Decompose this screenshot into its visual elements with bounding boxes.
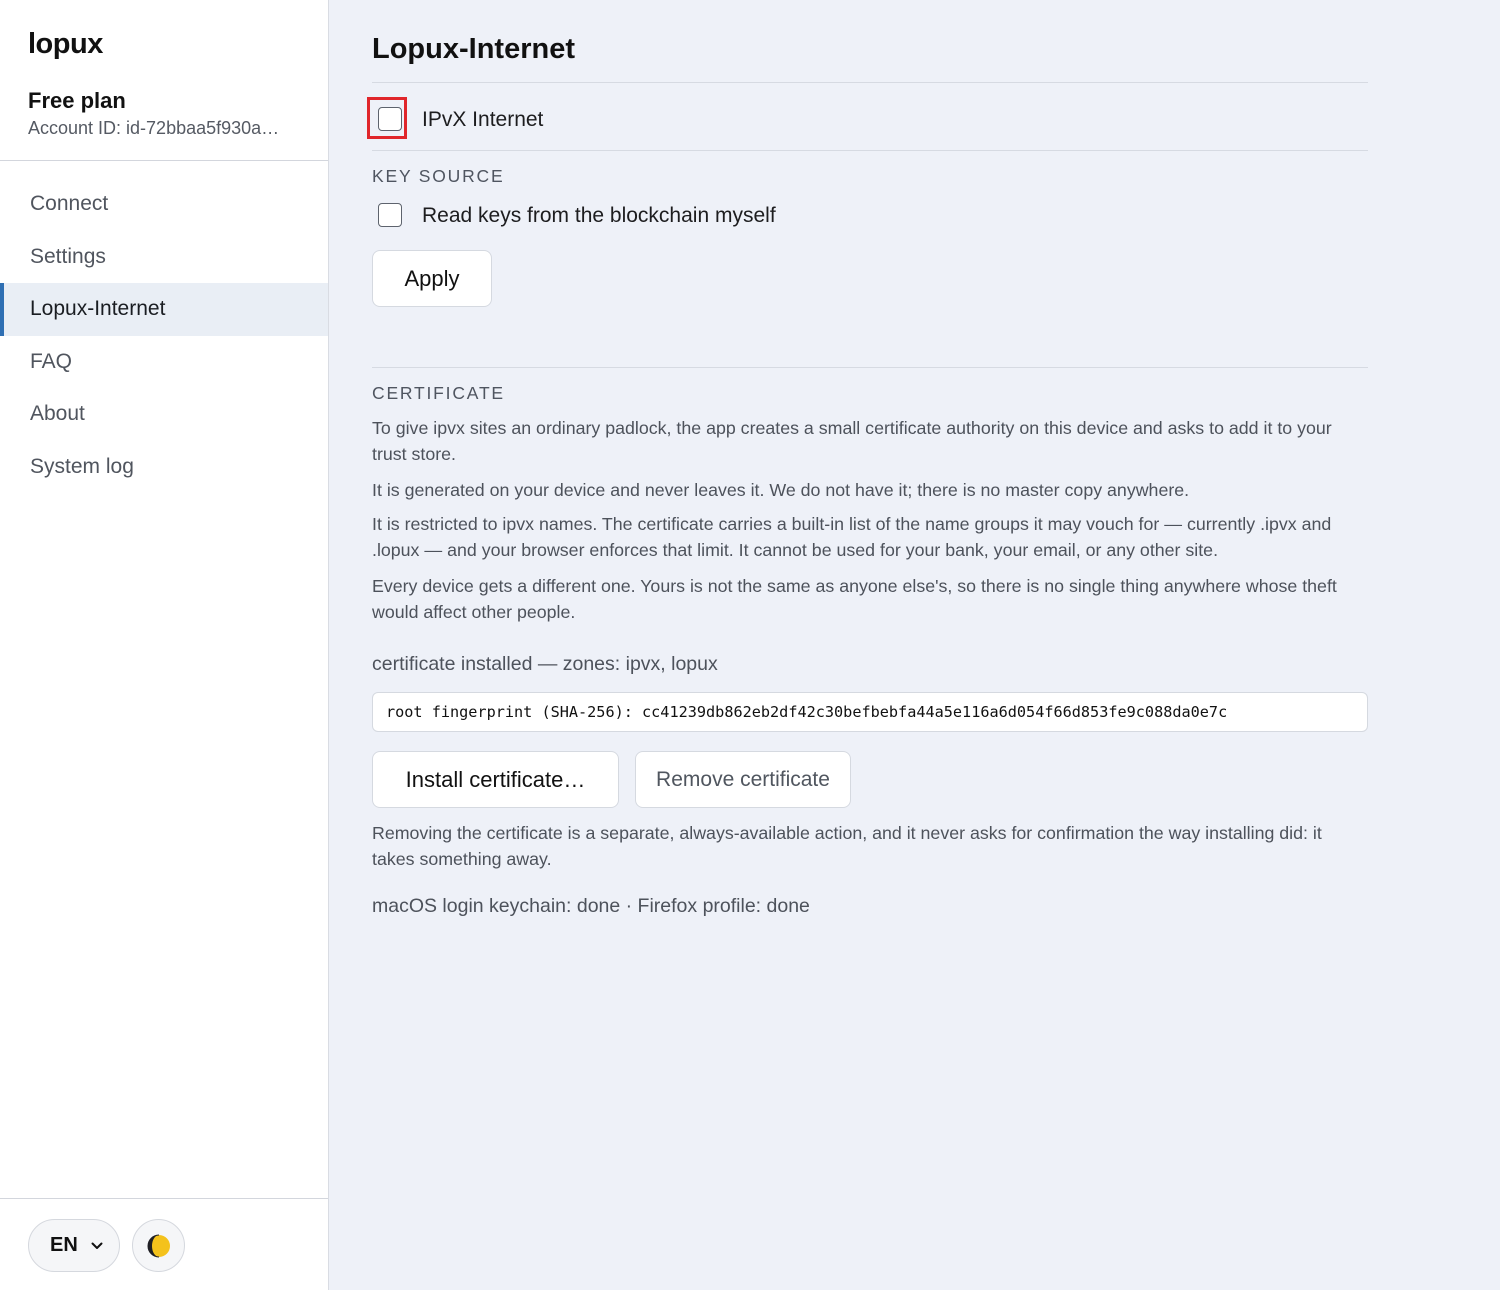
sidebar-nav bbox=[0, 178, 328, 493]
fingerprint-field[interactable]: root fingerprint (SHA-256): cc41239db862eb2df42c30befbebfa44a5e116a6d054f66d853fe9c088da0e7c bbox=[372, 692, 1368, 732]
language-select[interactable] bbox=[28, 1219, 120, 1272]
account-id: Account ID: id-72bbaa5f930a… bbox=[28, 118, 280, 138]
apply-button[interactable]: Apply bbox=[372, 250, 492, 307]
key-source-heading: KEY SOURCE bbox=[372, 166, 505, 186]
sidebar-item-faq[interactable]: FAQ bbox=[30, 349, 73, 373]
sidebar bbox=[0, 0, 329, 1290]
ipvx-internet-checkbox[interactable] bbox=[378, 107, 402, 131]
half-moon-icon bbox=[147, 1234, 171, 1258]
sidebar-item-lopux-internet[interactable]: Lopux-Internet bbox=[0, 283, 328, 336]
sidebar-item-settings[interactable]: Settings bbox=[30, 244, 106, 268]
certificate-paragraph: It is generated on your device and never leaves it. We do not have it; there is no master copy anywhere. bbox=[372, 480, 1190, 500]
plan-name: Free plan bbox=[28, 88, 126, 113]
app-logo: lopux bbox=[28, 28, 103, 60]
theme-toggle-button[interactable] bbox=[132, 1219, 185, 1272]
ipvx-internet-label[interactable]: IPvX Internet bbox=[422, 108, 544, 131]
remove-note: Removing the certificate is a separate, always-available action, and it never asks for confirmation the way installing did: it takes something away. bbox=[372, 823, 1322, 869]
section-divider bbox=[372, 367, 1368, 368]
remove-certificate-button[interactable]: Remove certificate bbox=[635, 751, 851, 808]
toggle-divider bbox=[372, 150, 1368, 151]
certificate-paragraph: Every device gets a different one. Yours is not the same as anyone else's, so there is no single thing anywhere whose theft would affect other people. bbox=[372, 576, 1337, 622]
certificate-heading: CERTIFICATE bbox=[372, 383, 505, 403]
read-keys-checkbox[interactable] bbox=[378, 203, 402, 227]
certificate-paragraph: It is restricted to ipvx names. The certificate carries a built-in list of the name groups it may vouch for — currently .ipvx and .lopux — and your browser enforces that limit. It cannot be used for your bank, your email, or any other site. bbox=[372, 514, 1332, 560]
certificate-status: certificate installed — zones: ipvx, lopux bbox=[372, 653, 718, 675]
chevron-down-icon bbox=[91, 1240, 103, 1252]
install-certificate-button[interactable]: Install certificate… bbox=[372, 751, 619, 808]
sidebar-item-about[interactable]: About bbox=[30, 402, 85, 425]
certificate-paragraph: To give ipvx sites an ordinary padlock, the app creates a small certificate authority on this device and asks to add it to your trust store. bbox=[372, 418, 1332, 464]
sidebar-bottom-divider bbox=[0, 1198, 328, 1199]
page-title: Lopux-Internet bbox=[372, 33, 575, 65]
read-keys-label[interactable]: Read keys from the blockchain myself bbox=[422, 204, 776, 227]
trust-store-status: macOS login keychain: done · Firefox profile: done bbox=[372, 895, 810, 917]
language-value: EN bbox=[50, 1234, 78, 1256]
sidebar-divider bbox=[0, 160, 328, 161]
sidebar-item-system-log[interactable]: System log bbox=[30, 454, 134, 478]
sidebar-item-connect[interactable]: Connect bbox=[30, 192, 109, 215]
title-divider bbox=[372, 82, 1368, 83]
